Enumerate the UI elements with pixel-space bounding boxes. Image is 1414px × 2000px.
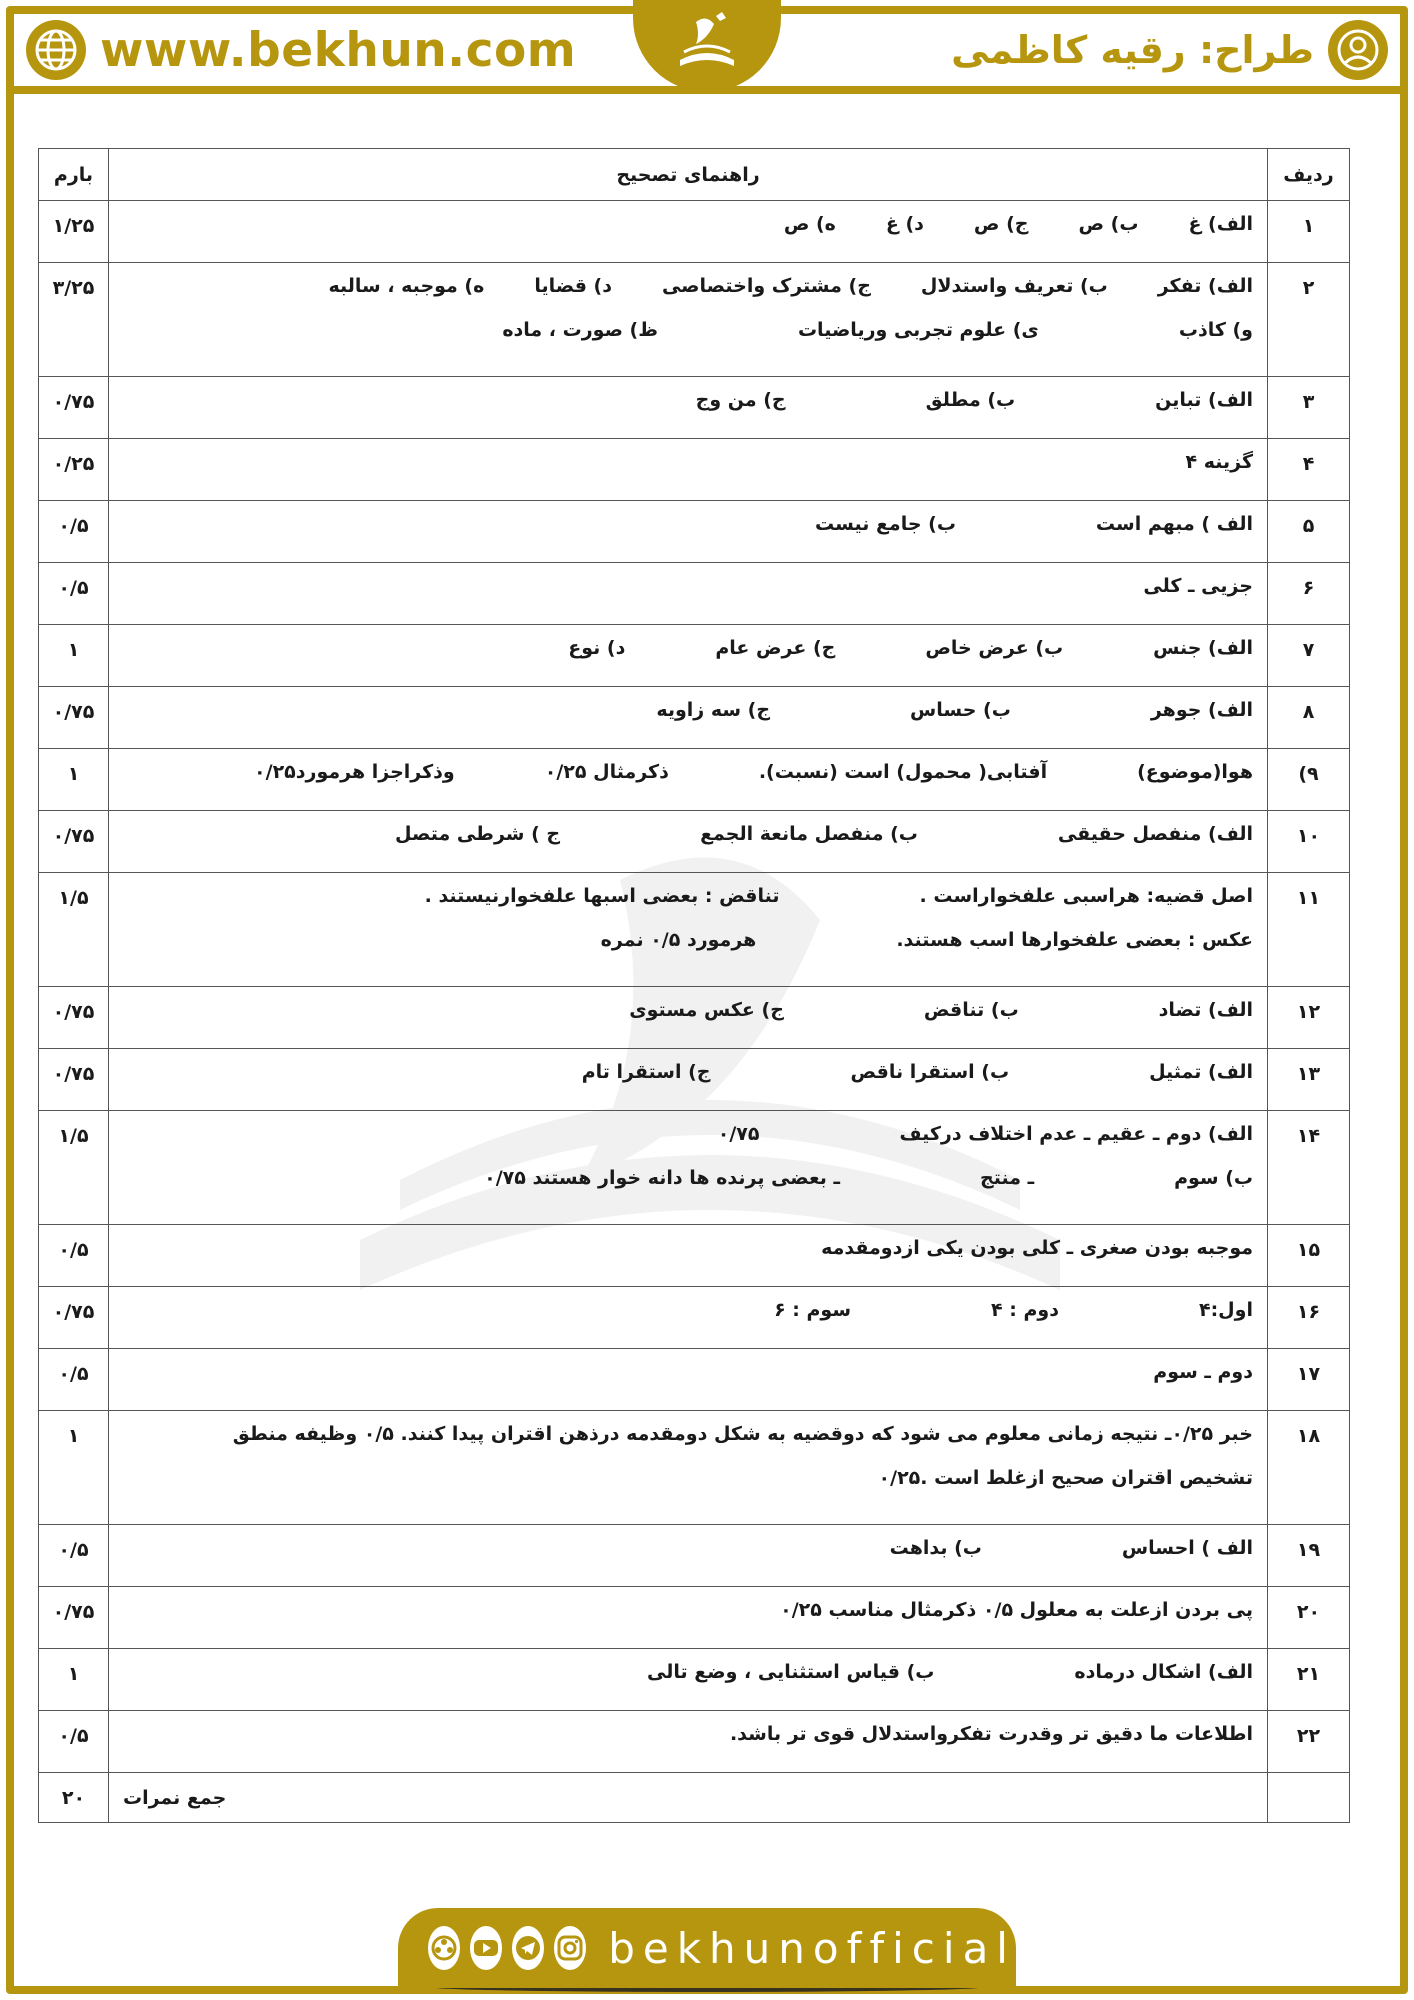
answer-line — [123, 1167, 1253, 1189]
answer-line — [123, 1467, 1253, 1489]
answer-item: الف) اشکال درماده — [1074, 1661, 1253, 1683]
header-guide: راهنمای تصحیح — [109, 149, 1268, 201]
row-number: ۷ — [1268, 625, 1350, 687]
answer-item: ب) عرض خاص — [925, 637, 1064, 659]
answer-line — [123, 761, 1253, 783]
answer-line — [123, 1423, 1253, 1445]
total-label: جمع نمرات — [109, 1773, 1268, 1823]
designer-credit — [951, 18, 1388, 82]
row-number: ۴ — [1268, 439, 1350, 501]
website-link[interactable] — [26, 18, 576, 82]
answer-item: ب) مطلق — [925, 389, 1016, 411]
answer-item: ج ) شرطی متصل — [395, 823, 561, 845]
score-cell: ۰/۷۵ — [39, 377, 109, 439]
youtube-icon[interactable] — [470, 1926, 502, 1970]
answer-item: ج) من وج — [695, 389, 786, 411]
answer-cell — [109, 687, 1268, 749]
answer-cell — [109, 377, 1268, 439]
row-number: ۱۹ — [1268, 1525, 1350, 1587]
answer-item: ج) سه زاویه — [656, 699, 771, 721]
answer-line — [123, 699, 1253, 721]
answer-item: ج) عرض عام — [715, 637, 836, 659]
answer-line — [123, 319, 1253, 341]
score-cell: ۰/۷۵ — [39, 987, 109, 1049]
table-row — [39, 1649, 1350, 1711]
answer-cell — [109, 1287, 1268, 1349]
table-row — [39, 1525, 1350, 1587]
table-row — [39, 1111, 1350, 1225]
row-number: ۲۱ — [1268, 1649, 1350, 1711]
table-row — [39, 873, 1350, 987]
answer-item: اول:۴ — [1198, 1299, 1253, 1321]
answer-item: ذکرمثال ۰/۲۵ — [544, 761, 669, 783]
score-cell: ۰/۵ — [39, 501, 109, 563]
row-number: ۱۳ — [1268, 1049, 1350, 1111]
answer-item: خبر ۰/۲۵ـ نتیجه زمانی معلوم می شود که دوقضیه به شکل دومقدمه درذهن اقتران پیدا کنند. ۰/۵ وظیفه منطق — [232, 1423, 1253, 1445]
answer-item: ج) عکس مستوی — [629, 999, 784, 1021]
logo-text — [633, 0, 634, 1]
table-row — [39, 987, 1350, 1049]
answer-item: ب) بداهت — [889, 1537, 982, 1559]
answer-item: ب) تناقض — [923, 999, 1019, 1021]
answer-cell — [109, 201, 1268, 263]
answer-item: وذکراجزا هرمورد۰/۲۵ — [254, 761, 455, 783]
row-number: ۱۴ — [1268, 1111, 1350, 1225]
answer-item: ب) استقرا ناقص — [850, 1061, 1010, 1083]
total-empty-cell — [1268, 1773, 1350, 1823]
table-row — [39, 501, 1350, 563]
answer-line — [123, 213, 1253, 235]
header-row-number: ردیف — [1268, 149, 1350, 201]
answer-item: هرمورد ۰/۵ نمره — [600, 929, 757, 951]
answer-item: الف ) مبهم است — [1095, 513, 1253, 535]
score-cell: ۰/۷۵ — [39, 1049, 109, 1111]
row-number: ۳ — [1268, 377, 1350, 439]
row-number: ۶ — [1268, 563, 1350, 625]
answer-line — [123, 451, 1253, 473]
score-cell: ۰/۷۵ — [39, 687, 109, 749]
answer-item: سوم : ۶ — [774, 1299, 852, 1321]
row-number: ۹) — [1268, 749, 1350, 811]
answer-item: هوا(موضوع) — [1137, 761, 1253, 783]
answer-cell — [109, 263, 1268, 377]
social-handle[interactable]: bekhunofficial — [608, 1923, 1016, 1973]
answer-item: ج) ص — [973, 213, 1029, 235]
answer-item: ه) موجبه ، سالبه — [328, 275, 485, 297]
table-row — [39, 1225, 1350, 1287]
answer-item: ب) ص — [1078, 213, 1139, 235]
row-number: ۵ — [1268, 501, 1350, 563]
answer-item: و) کاذب — [1178, 319, 1253, 341]
answer-cell — [109, 1349, 1268, 1411]
answer-line — [123, 929, 1253, 951]
score-cell: ۱/۵ — [39, 873, 109, 987]
answer-item: الف) تمثیل — [1149, 1061, 1253, 1083]
answer-item: د) غ — [885, 213, 924, 235]
answer-cell — [109, 749, 1268, 811]
answer-line — [123, 637, 1253, 659]
answer-item: الف) تباین — [1155, 389, 1253, 411]
answer-item: جزیی ـ کلی — [1143, 575, 1253, 597]
answer-cell — [109, 1711, 1268, 1773]
answer-line — [123, 1237, 1253, 1259]
answer-cell — [109, 1587, 1268, 1649]
answer-item: ب) تعریف واستدلال — [920, 275, 1108, 297]
answer-cell — [109, 1225, 1268, 1287]
row-number: ۱۵ — [1268, 1225, 1350, 1287]
answer-item: الف) تفکر — [1157, 275, 1253, 297]
social-footer — [398, 1908, 1016, 1988]
row-number: ۲ — [1268, 263, 1350, 377]
row-number: ۱۰ — [1268, 811, 1350, 873]
answer-line — [123, 513, 1253, 535]
table-row — [39, 811, 1350, 873]
answer-item: اطلاعات ما دقیق تر وقدرت تفکرواستدلال قوی تر باشد. — [729, 1723, 1253, 1745]
row-number: ۱۱ — [1268, 873, 1350, 987]
answer-key-table — [38, 148, 1350, 1823]
answer-line — [123, 1537, 1253, 1559]
answer-line — [123, 1661, 1253, 1683]
telegram-icon[interactable] — [512, 1926, 544, 1970]
answer-cell — [109, 625, 1268, 687]
globe-icon — [26, 20, 86, 80]
answer-line — [123, 1361, 1253, 1383]
score-cell: ۰/۷۵ — [39, 1587, 109, 1649]
answer-item: ج) مشترک واختصاصی — [661, 275, 871, 297]
score-cell: ۳/۲۵ — [39, 263, 109, 377]
answer-item: پی بردن ازعلت به معلول ۰/۵ ذکرمثال مناسب ۰/۲۵ — [780, 1599, 1253, 1621]
row-number: ۱۲ — [1268, 987, 1350, 1049]
score-cell: ۰/۵ — [39, 1525, 109, 1587]
answer-line — [123, 999, 1253, 1021]
answer-cell — [109, 501, 1268, 563]
row-number: ۱۸ — [1268, 1411, 1350, 1525]
answer-line — [123, 885, 1253, 907]
answer-item: الف) منفصل حقیقی — [1057, 823, 1253, 845]
answer-item: الف) غ — [1188, 213, 1253, 235]
answer-item: دوم : ۴ — [991, 1299, 1059, 1321]
instagram-icon[interactable] — [554, 1926, 586, 1970]
score-cell: ۰/۲۵ — [39, 439, 109, 501]
answer-item: ظ) صورت ، ماده — [502, 319, 658, 341]
answer-item: تشخیص اقتران صحیح ازغلط است .۰/۲۵ — [878, 1467, 1253, 1489]
table-row — [39, 563, 1350, 625]
answer-line — [123, 1123, 1253, 1145]
table-row — [39, 1287, 1350, 1349]
answer-item: ب) قیاس استثنایی ، وضع تالی — [647, 1661, 935, 1683]
answer-line — [123, 1061, 1253, 1083]
row-number: ۱ — [1268, 201, 1350, 263]
score-cell: ۱/۵ — [39, 1111, 109, 1225]
answer-item: اصل قضیه: هراسبی علفخواراست . — [919, 885, 1253, 907]
answer-item: ب) منفصل مانعة الجمع — [700, 823, 918, 845]
score-cell: ۱ — [39, 1411, 109, 1525]
row-number: ۲۰ — [1268, 1587, 1350, 1649]
answer-item: الف) تضاد — [1158, 999, 1253, 1021]
designer-text: طراح: رقیه کاظمی — [951, 28, 1314, 72]
answer-item: الف) دوم ـ عقیم ـ عدم اختلاف درکیف — [899, 1123, 1253, 1145]
score-cell: ۰/۵ — [39, 1225, 109, 1287]
answer-line — [123, 389, 1253, 411]
answer-item: الف ) احساس — [1121, 1537, 1253, 1559]
score-cell: ۰/۷۵ — [39, 1287, 109, 1349]
answer-cell — [109, 1649, 1268, 1711]
table-row — [39, 1349, 1350, 1411]
answer-cell — [109, 1525, 1268, 1587]
answer-item: ی) علوم تجربی وریاضیات — [797, 319, 1039, 341]
answer-item: ه) ص — [783, 213, 836, 235]
answer-item: ج) استقرا تام — [581, 1061, 711, 1083]
header-score: بارم — [39, 149, 109, 201]
answer-item: ـ بعضی پرنده ها دانه خوار هستند ۰/۷۵ — [484, 1167, 840, 1189]
answer-item: دوم ـ سوم — [1153, 1361, 1253, 1383]
table-row — [39, 1049, 1350, 1111]
header — [0, 0, 1414, 98]
answer-item: گزینه ۴ — [1185, 451, 1253, 473]
score-cell: ۱ — [39, 1649, 109, 1711]
score-cell: ۱ — [39, 625, 109, 687]
row-number: ۸ — [1268, 687, 1350, 749]
answer-item: د) نوع — [568, 637, 626, 659]
table-row — [39, 687, 1350, 749]
website-text: www.bekhun.com — [100, 22, 577, 78]
table-row — [39, 749, 1350, 811]
answer-cell — [109, 1111, 1268, 1225]
score-cell: ۱/۲۵ — [39, 201, 109, 263]
answer-cell — [109, 563, 1268, 625]
answer-line — [123, 1599, 1253, 1621]
score-cell: ۰/۵ — [39, 1711, 109, 1773]
answer-item: د) قضایا — [534, 275, 612, 297]
table-row — [39, 1711, 1350, 1773]
answer-item: الف) جوهر — [1150, 699, 1253, 721]
score-cell: ۰/۵ — [39, 563, 109, 625]
score-cell: ۱ — [39, 749, 109, 811]
table-row — [39, 377, 1350, 439]
answer-line — [123, 1299, 1253, 1321]
row-number: ۱۷ — [1268, 1349, 1350, 1411]
answer-cell — [109, 987, 1268, 1049]
answer-item: عکس : بعضی علفخوارها اسب هستند. — [896, 929, 1253, 951]
answer-line — [123, 823, 1253, 845]
answer-item: ب) جامع نیست — [815, 513, 956, 535]
row-number: ۲۲ — [1268, 1711, 1350, 1773]
answer-item: تناقض : بعضی اسبها علفخوارنیستند . — [424, 885, 780, 907]
answer-item: ب) سوم — [1174, 1167, 1253, 1189]
total-row — [39, 1773, 1350, 1823]
answer-cell — [109, 811, 1268, 873]
answer-line — [123, 575, 1253, 597]
answer-item: ب) حساس — [910, 699, 1011, 721]
answer-item: الف) جنس — [1153, 637, 1253, 659]
bekhun-logo — [633, 0, 781, 92]
answer-item: آفتابی( محمول) است (نسبت). — [758, 761, 1048, 783]
answer-cell — [109, 873, 1268, 987]
table-row — [39, 625, 1350, 687]
aparat-icon[interactable] — [428, 1926, 460, 1970]
answer-item: ـ منتج — [980, 1167, 1035, 1189]
answer-line — [123, 1723, 1253, 1745]
score-cell: ۰/۵ — [39, 1349, 109, 1411]
table-row — [39, 201, 1350, 263]
total-score: ۲۰ — [39, 1773, 109, 1823]
table-row — [39, 263, 1350, 377]
answer-item: موجبه بودن صغری ـ کلی بودن یکی ازدومقدمه — [821, 1237, 1253, 1259]
row-number: ۱۶ — [1268, 1287, 1350, 1349]
table-row — [39, 1587, 1350, 1649]
score-cell: ۰/۷۵ — [39, 811, 109, 873]
table-row — [39, 439, 1350, 501]
answer-line — [123, 275, 1253, 297]
answer-cell — [109, 439, 1268, 501]
answer-cell — [109, 1049, 1268, 1111]
answer-cell — [109, 1411, 1268, 1525]
table-row — [39, 1411, 1350, 1525]
answer-item: ۰/۷۵ — [717, 1123, 760, 1145]
user-icon — [1328, 20, 1388, 80]
